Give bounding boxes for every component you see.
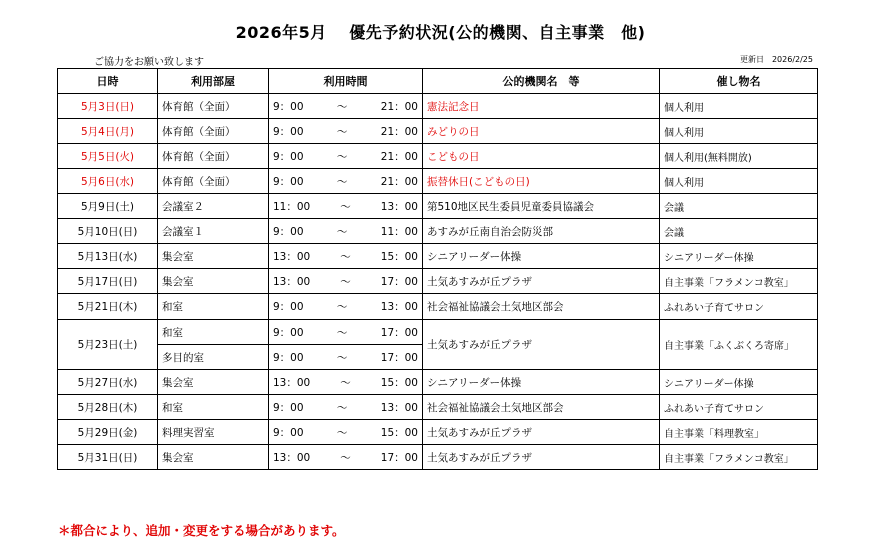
time-separator: ～ <box>336 301 348 313</box>
time-separator: ～ <box>340 376 351 389</box>
row-date: 5月4日(月) <box>58 119 158 144</box>
row-time <box>269 445 423 470</box>
time-separator: ～ <box>336 326 348 339</box>
row-date: 5月3日(日) <box>58 94 158 119</box>
time-separator: ～ <box>336 225 348 238</box>
row-date: 5月6日(水) <box>58 169 158 194</box>
row-date: 5月13日(水) <box>58 244 158 269</box>
row-time <box>269 244 423 269</box>
time-end: 13：00 <box>380 401 418 414</box>
header-org: 公的機関名 等 <box>423 69 660 94</box>
row-room: 体育館（全面） <box>158 169 269 194</box>
time-separator: ～ <box>340 451 351 464</box>
row-time <box>269 269 423 294</box>
table-row <box>58 144 818 169</box>
row-time <box>269 219 423 244</box>
table-header-row <box>58 69 818 94</box>
time-separator: ～ <box>336 401 348 414</box>
row-event: 会議 <box>660 194 818 219</box>
row-room: 会議室１ <box>158 219 269 244</box>
row-event: 個人利用(無料開放) <box>660 144 818 169</box>
time-start: 9：00 <box>273 401 304 414</box>
row-time <box>269 320 423 345</box>
time-start: 11：00 <box>273 200 311 213</box>
table-row <box>58 294 818 320</box>
time-start: 13：00 <box>273 376 311 389</box>
row-date: 5月5日(火) <box>58 144 158 169</box>
row-room: 和室 <box>158 294 269 320</box>
footer-notice: ＊都合により、追加・変更をする場合があります。 <box>58 523 345 538</box>
table-row <box>58 169 818 194</box>
row-date: 5月29日(金) <box>58 420 158 445</box>
table-row <box>58 420 818 445</box>
time-separator: ～ <box>336 175 348 188</box>
table-row <box>58 244 818 269</box>
row-date: 5月27日(水) <box>58 370 158 395</box>
time-end: 15：00 <box>380 250 418 263</box>
time-separator: ～ <box>336 351 348 364</box>
row-org: 社会福祉協議会土気地区部会 <box>423 395 660 420</box>
cooperation-note: ご協力をお願い致します <box>94 57 204 68</box>
row-date: 5月23日(土) <box>58 320 158 370</box>
row-date: 5月21日(木) <box>58 294 158 320</box>
row-room: 料理実習室 <box>158 420 269 445</box>
time-start: 9：00 <box>273 301 304 313</box>
row-org: あすみが丘南自治会防災部 <box>423 219 660 244</box>
row-event: 自主事業「ふくぶくろ寄席」 <box>660 320 818 370</box>
time-separator: ～ <box>340 250 351 263</box>
row-room: 会議室２ <box>158 194 269 219</box>
time-start: 13：00 <box>273 451 311 464</box>
row-event: 会議 <box>660 219 818 244</box>
row-room: 和室 <box>158 320 269 345</box>
row-time <box>269 169 423 194</box>
row-time <box>269 370 423 395</box>
row-room: 体育館（全面） <box>158 94 269 119</box>
row-time <box>269 420 423 445</box>
row-event: ふれあい子育てサロン <box>660 395 818 420</box>
row-room: 集会室 <box>158 269 269 294</box>
row-org: 土気あすみが丘プラザ <box>423 269 660 294</box>
time-start: 9：00 <box>273 150 304 163</box>
table-row <box>58 395 818 420</box>
time-separator: ～ <box>340 200 351 213</box>
time-start: 9：00 <box>273 125 304 138</box>
time-end: 21：00 <box>380 125 418 138</box>
time-start: 9：00 <box>273 175 304 188</box>
row-event: 個人利用 <box>660 169 818 194</box>
time-end: 21：00 <box>380 150 418 163</box>
time-end: 11：00 <box>380 225 418 238</box>
time-end: 15：00 <box>380 426 418 439</box>
row-time <box>269 119 423 144</box>
table-row <box>58 94 818 119</box>
row-org: 振替休日(こどもの日) <box>423 169 660 194</box>
updated-date: 更新日 2026/2/25 <box>739 55 813 64</box>
row-org: 第510地区民生委員児童委員協議会 <box>423 194 660 219</box>
time-end: 15：00 <box>380 376 418 389</box>
header-time: 利用時間 <box>269 69 423 94</box>
reservation-table <box>57 68 818 470</box>
row-org: シニアリーダー体操 <box>423 370 660 395</box>
time-separator: ～ <box>340 275 351 288</box>
time-start: 13：00 <box>273 250 311 263</box>
time-separator: ～ <box>336 100 348 113</box>
row-time <box>269 395 423 420</box>
time-end: 17：00 <box>380 275 418 288</box>
row-date: 5月10日(日) <box>58 219 158 244</box>
row-org: 社会福祉協議会土気地区部会 <box>423 294 660 320</box>
row-time <box>269 194 423 219</box>
time-end: 13：00 <box>380 301 418 313</box>
row-org: 土気あすみが丘プラザ <box>423 420 660 445</box>
time-end: 13：00 <box>380 200 418 213</box>
row-event: 自主事業「フラメンコ教室」 <box>660 445 818 470</box>
row-event: 個人利用 <box>660 94 818 119</box>
row-org: 憲法記念日 <box>423 94 660 119</box>
row-org: 土気あすみが丘プラザ <box>423 445 660 470</box>
row-event: 自主事業「フラメンコ教室」 <box>660 269 818 294</box>
table-row <box>58 445 818 470</box>
row-room: 和室 <box>158 395 269 420</box>
time-start: 9：00 <box>273 225 304 238</box>
row-room: 体育館（全面） <box>158 144 269 169</box>
row-org: シニアリーダー体操 <box>423 244 660 269</box>
time-start: 9：00 <box>273 100 304 113</box>
table-row <box>58 320 818 345</box>
time-start: 9：00 <box>273 426 304 439</box>
row-time <box>269 94 423 119</box>
time-end: 17：00 <box>380 326 418 339</box>
row-room: 集会室 <box>158 445 269 470</box>
row-event: シニアリーダー体操 <box>660 370 818 395</box>
page-title: 2026年5月 優先予約状況(公的機関、自主事業 他) <box>235 23 646 42</box>
time-start: 9：00 <box>273 326 304 339</box>
time-end: 17：00 <box>380 351 418 364</box>
row-time <box>269 294 423 320</box>
row-event: 個人利用 <box>660 119 818 144</box>
row-room-secondary: 多目的室 <box>158 345 269 370</box>
table-row <box>58 370 818 395</box>
row-room: 集会室 <box>158 244 269 269</box>
row-org: みどりの日 <box>423 119 660 144</box>
header-date: 日時 <box>58 69 158 94</box>
row-org: こどもの日 <box>423 144 660 169</box>
time-start: 9：00 <box>273 351 304 364</box>
time-separator: ～ <box>336 426 348 439</box>
row-date: 5月9日(土) <box>58 194 158 219</box>
header-event: 催し物名 <box>660 69 818 94</box>
table-row <box>58 119 818 144</box>
row-event: ふれあい子育てサロン <box>660 294 818 320</box>
row-room: 集会室 <box>158 370 269 395</box>
row-org: 土気あすみが丘プラザ <box>423 320 660 370</box>
header-room: 利用部屋 <box>158 69 269 94</box>
time-end: 21：00 <box>380 175 418 188</box>
time-start: 13：00 <box>273 275 311 288</box>
row-event: シニアリーダー体操 <box>660 244 818 269</box>
row-room: 体育館（全面） <box>158 119 269 144</box>
row-time-secondary <box>269 345 423 370</box>
row-date: 5月28日(木) <box>58 395 158 420</box>
time-end: 17：00 <box>380 451 418 464</box>
table-row <box>58 219 818 244</box>
time-separator: ～ <box>336 125 348 138</box>
row-event: 自主事業「料理教室」 <box>660 420 818 445</box>
row-time <box>269 144 423 169</box>
row-date: 5月31日(日) <box>58 445 158 470</box>
row-date: 5月17日(日) <box>58 269 158 294</box>
time-end: 21：00 <box>380 100 418 113</box>
time-separator: ～ <box>336 150 348 163</box>
table-row <box>58 194 818 219</box>
table-row <box>58 269 818 294</box>
